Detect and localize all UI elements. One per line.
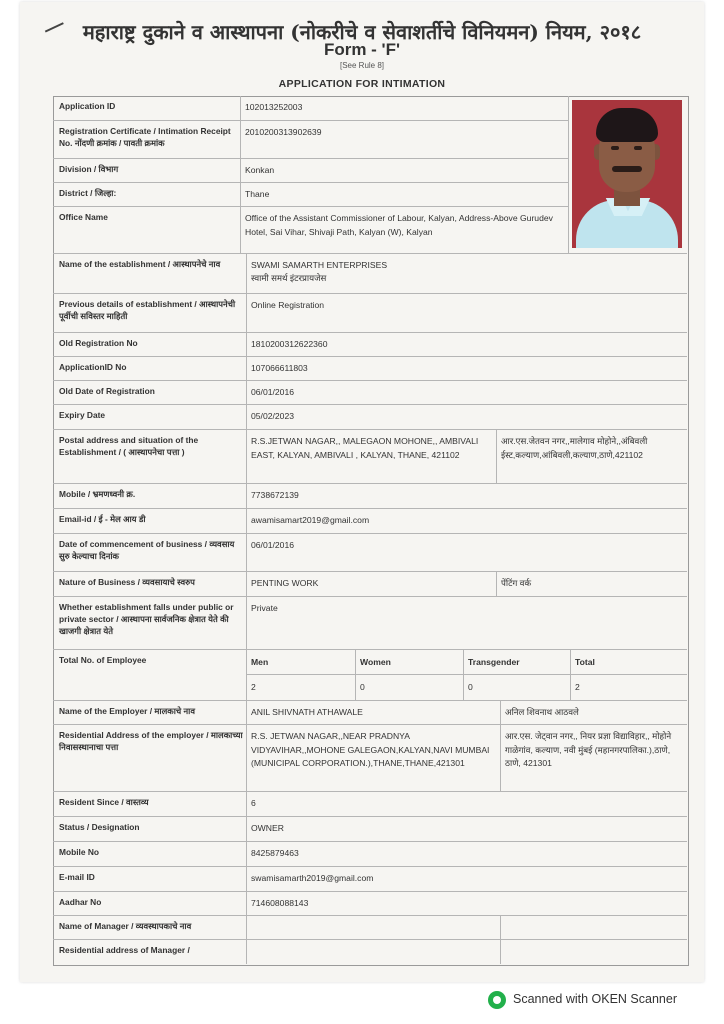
field-value: R.S. JETWAN NAGAR,,NEAR PRADNYA VIDYAVIHAR,,MOHONE GALEGAON,KALYAN,NAVI MUMBAI (MUNICIPAL CORPORATION.),THANE,THANE,421301 (251, 731, 490, 768)
field-label: Office Name (59, 212, 108, 222)
field-label: Total No. of Employee (59, 655, 147, 665)
field-label: Aadhar No (59, 897, 102, 907)
field-value: 107066611803 (251, 363, 308, 373)
field-value: PENTING WORK (251, 578, 319, 588)
field-commencement-date (53, 533, 687, 571)
field-label: Division / विभाग (59, 164, 119, 174)
scanner-watermark (488, 989, 718, 1013)
field-employer-address (53, 724, 687, 791)
field-division (53, 158, 568, 182)
employee-value-total: 2 (575, 682, 580, 692)
employee-value-women: 0 (360, 682, 365, 692)
field-label: Registration Certificate / Intimation Receipt No. नोंदणी क्रमांक / पावती क्रमांक (59, 126, 231, 148)
field-postal-address (53, 429, 687, 483)
field-old-date-registration (53, 380, 687, 404)
field-value: 8425879463 (251, 848, 299, 858)
oken-logo-icon (488, 991, 506, 1009)
form-heading: APPLICATION FOR INTIMATION (278, 78, 446, 90)
field-value: ANIL SHIVNATH ATHAWALE (251, 707, 363, 717)
field-email (53, 508, 687, 533)
field-label: Whether establishment falls under public or private sector / आस्थापना सार्वजनिक क्षेत्रात येते की खाजगी क्षेत्रात येते (59, 602, 234, 636)
field-value-marathi: पेंटिंग वर्क (501, 578, 532, 588)
field-registration-certificate (53, 120, 568, 158)
field-value: 7738672139 (251, 490, 299, 500)
field-aadhar-no (53, 891, 687, 915)
column-divider (355, 649, 356, 700)
employee-header-men: Men (251, 657, 269, 667)
field-value: SWAMI SAMARTH ENTERPRISES (251, 260, 388, 270)
field-nature-of-business (53, 571, 687, 596)
form-rule: [See Rule 8] (339, 61, 385, 70)
field-label: Old Registration No (59, 338, 138, 348)
field-value: 714608088143 (251, 898, 309, 908)
photo-moustache (612, 166, 642, 172)
field-label: E-mail ID (59, 872, 95, 882)
field-label: Residential Address of the employer / मालकाच्या निवासस्थानाचा पत्ता (59, 730, 243, 752)
scanner-watermark-text: Scanned with OKEN Scanner (513, 992, 677, 1006)
field-value: 2010200313902639 (245, 127, 322, 137)
field-office-name (53, 206, 568, 253)
field-label: Mobile No (59, 847, 100, 857)
applicant-photo (572, 100, 682, 248)
form-title-marathi: महाराष्ट्र दुकाने व आस्थापना (नोकरीचे व सेवाशर्तीचे विनियमन) नियम, २०१८ (82, 20, 642, 44)
field-establishment-name (53, 253, 687, 293)
field-value-marathi: आर.एस.जेतवन नगर,,मालेगाव मोहोने,,अंबिवली ईस्ट,कल्याण,आंबिवली,कल्याण,ठाणे,421102 (501, 436, 648, 460)
field-resident-since (53, 791, 687, 816)
employee-value-men: 2 (251, 682, 256, 692)
field-value: 05/02/2023 (251, 411, 295, 421)
field-district (53, 182, 568, 206)
photo-eye (634, 146, 642, 150)
field-label: Old Date of Registration (59, 386, 155, 396)
field-label: ApplicationID No (59, 362, 127, 372)
employee-header-transgender: Transgender (468, 657, 520, 667)
employee-table-divider (246, 674, 687, 675)
field-label: Status / Designation (59, 822, 140, 832)
field-value: R.S.JETWAN NAGAR,, MALEGAON MOHONE,, AMBIVALI EAST, KALYAN, AMBIVALI , KALYAN, THANE, 421102 (251, 436, 479, 460)
field-value: 6 (251, 798, 256, 808)
field-application-id (53, 96, 568, 120)
field-manager-name (53, 915, 687, 939)
column-divider (463, 649, 464, 700)
field-value: 1810200312622360 (251, 339, 328, 349)
form-number: Form - 'F' (323, 40, 401, 59)
field-label: Name of the Employer / मालकाचे नाव (59, 706, 195, 716)
field-label: Name of the establishment / आस्थापनेचे नाव (59, 259, 221, 269)
field-label: Postal address and situation of the Establishment / ( आस्थापनेचा पत्ता ) (59, 435, 199, 457)
field-label: Expiry Date (59, 410, 106, 420)
field-value: Online Registration (251, 300, 325, 310)
field-label: Date of commencement of business / व्यवसाय सुरु केल्याचा दिनांक (59, 539, 235, 561)
field-label: Application ID (59, 101, 116, 111)
field-status-designation (53, 816, 687, 841)
column-divider (570, 649, 571, 700)
employee-value-transgender: 0 (468, 682, 473, 692)
photo-eye (611, 146, 619, 150)
field-label: Mobile / भ्रमणध्वनी क्र. (59, 489, 136, 499)
field-value-marathi: आर.एस. जेट्वान नगर,, नियर प्रज्ञा विद्याविहार,, मोहोने गाळेगांव, कल्याण, नवी मुंबई (महानगरपालिका.),ठाणे, ठाणे, 421301 (505, 731, 672, 768)
column-divider (568, 96, 569, 253)
field-value-marathi: स्वामी समर्थ इंटरप्रायजेस (251, 273, 327, 283)
field-label: District / जिल्हा: (59, 188, 117, 198)
field-employer-name (53, 700, 687, 724)
field-value: 06/01/2016 (251, 387, 295, 397)
field-label: Name of Manager / व्यवस्थापकाचे नाव (59, 921, 192, 931)
photo-hair (596, 108, 658, 142)
field-employer-mobile (53, 841, 687, 866)
field-manager-address (53, 939, 687, 964)
column-divider (496, 571, 497, 596)
employee-header-total: Total (575, 657, 595, 667)
field-mobile (53, 483, 687, 508)
field-value: Office of the Assistant Commissioner of Labour, Kalyan, Address-Above Gurudev Hotel, Sai Vihar, Shivaji Path, Kalyan (W), Kalyan (245, 213, 553, 237)
field-value: 06/01/2016 (251, 540, 295, 550)
field-value: Konkan (245, 165, 275, 175)
field-label: Previous details of establishment / आस्थापनेची पूर्वीची सविस्तर माहिती (59, 299, 236, 321)
field-label: Residential address of Manager / (59, 945, 190, 955)
field-old-registration-no (53, 332, 687, 356)
photo-shirt (576, 200, 678, 248)
field-value: OWNER (251, 823, 284, 833)
column-divider (496, 429, 497, 483)
field-label: Resident Since / वास्तव्य (59, 797, 149, 807)
field-label: Email-id / ई - मेल आय डी (59, 514, 146, 524)
field-application-id-no (53, 356, 687, 380)
field-value-marathi: अनिल शिवनाथ आठवले (505, 707, 579, 717)
field-expiry-date (53, 404, 687, 429)
employee-header-women: Women (360, 657, 391, 667)
field-value: awamisamart2019@gmail.com (251, 515, 370, 525)
field-sector (53, 596, 687, 649)
field-value: swamisamarth2019@gmail.com (251, 873, 374, 883)
field-value: 102013252003 (245, 102, 303, 112)
field-value: Thane (245, 189, 270, 199)
field-previous-details (53, 293, 687, 332)
field-label: Nature of Business / व्यवसायाचे स्वरुप (59, 577, 195, 587)
field-employer-email (53, 866, 687, 891)
field-value: Private (251, 603, 278, 613)
